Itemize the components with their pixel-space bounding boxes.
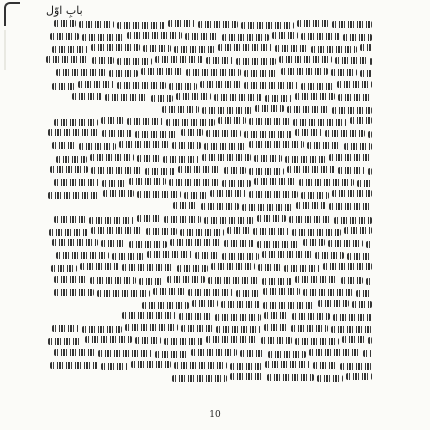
text-line: [42, 42, 372, 54]
ink-stroke: [230, 363, 262, 370]
ink-stroke: [244, 70, 278, 77]
ink-stroke: [200, 81, 241, 88]
ink-stroke: [263, 288, 300, 295]
ink-stroke: [105, 94, 148, 101]
ink-stroke: [258, 264, 281, 271]
ink-stroke: [54, 119, 98, 126]
ink-stroke: [169, 83, 197, 90]
page-number: 10: [209, 410, 221, 420]
ink-stroke: [301, 83, 334, 90]
ink-stroke: [332, 107, 372, 114]
ink-stroke: [54, 20, 76, 27]
ink-stroke: [129, 178, 166, 185]
ink-stroke: [241, 22, 294, 29]
ink-stroke: [80, 263, 119, 270]
ink-stroke: [129, 241, 167, 248]
ink-stroke: [204, 143, 246, 150]
handwritten-urdu-text: [42, 18, 372, 378]
ink-stroke: [167, 276, 205, 283]
ink-stroke: [222, 253, 259, 260]
text-line: [42, 201, 372, 213]
ink-stroke: [262, 251, 312, 258]
text-line: [42, 359, 372, 371]
ink-stroke: [101, 117, 124, 124]
text-line: [42, 91, 372, 103]
ink-stroke: [54, 216, 86, 223]
text-line: [42, 298, 372, 310]
ink-stroke: [117, 82, 166, 89]
ink-stroke: [293, 119, 347, 126]
ink-stroke: [263, 302, 315, 309]
ink-stroke: [227, 227, 250, 234]
text-line: [42, 55, 372, 67]
text-line: [42, 274, 372, 286]
ink-stroke: [249, 118, 290, 125]
ink-stroke: [164, 338, 203, 345]
ink-stroke: [292, 313, 330, 320]
ink-stroke: [341, 277, 363, 284]
ink-stroke: [343, 34, 372, 41]
ink-stroke: [117, 58, 152, 65]
ink-stroke: [240, 350, 265, 357]
ink-stroke: [147, 251, 192, 258]
ink-stroke: [103, 190, 134, 197]
ink-stroke: [342, 336, 365, 343]
ink-stroke: [265, 361, 310, 368]
ink-stroke: [169, 179, 219, 186]
ink-stroke: [287, 166, 335, 173]
ink-stroke: [50, 166, 88, 173]
ink-stroke: [82, 326, 122, 333]
ink-stroke: [318, 300, 349, 307]
ink-stroke: [135, 131, 178, 138]
ink-stroke: [281, 68, 328, 75]
ink-stroke: [346, 373, 372, 380]
ink-stroke: [109, 70, 138, 77]
ink-stroke: [267, 374, 314, 381]
ink-stroke: [253, 228, 289, 235]
ink-stroke: [368, 337, 372, 344]
ink-stroke: [50, 33, 79, 40]
text-line: [42, 335, 372, 347]
ink-stroke: [230, 373, 264, 380]
ink-stroke: [299, 179, 354, 186]
ink-stroke: [127, 118, 163, 125]
ink-stroke: [254, 178, 296, 185]
ink-stroke: [301, 192, 329, 199]
ink-stroke: [168, 20, 195, 27]
ink-stroke: [309, 349, 360, 356]
ink-stroke: [204, 217, 254, 224]
ink-stroke: [52, 142, 76, 149]
ink-stroke: [178, 166, 221, 173]
ink-stroke: [206, 130, 241, 137]
ink-stroke: [244, 131, 292, 138]
ink-stroke: [329, 203, 372, 210]
ink-stroke: [301, 33, 340, 40]
ink-stroke: [337, 81, 372, 88]
ink-stroke: [268, 351, 306, 358]
ink-stroke: [166, 119, 215, 126]
ink-stroke: [307, 142, 341, 149]
ink-stroke: [82, 34, 124, 41]
ink-stroke: [206, 57, 233, 64]
ink-stroke: [201, 203, 239, 210]
ink-stroke: [125, 324, 178, 331]
ink-stroke: [102, 180, 126, 187]
ink-stroke: [46, 56, 89, 63]
ink-stroke: [332, 21, 372, 28]
text-line: [42, 323, 372, 335]
ink-stroke: [131, 361, 171, 368]
ink-stroke: [295, 276, 338, 283]
ink-stroke: [56, 69, 106, 76]
ink-stroke: [265, 95, 292, 102]
ink-stroke: [249, 141, 304, 148]
ink-stroke: [54, 349, 95, 356]
text-line: [42, 213, 372, 225]
ink-stroke: [179, 313, 212, 320]
ink-stroke: [153, 288, 185, 295]
ink-stroke: [356, 290, 372, 297]
ink-stroke: [338, 167, 365, 174]
ink-stroke: [92, 57, 114, 64]
ink-stroke: [91, 44, 140, 51]
margin-shade: [4, 30, 6, 70]
ink-stroke: [311, 46, 357, 53]
ink-stroke: [357, 180, 372, 187]
ink-stroke: [291, 325, 328, 332]
ink-stroke: [49, 229, 88, 236]
ink-stroke: [195, 252, 219, 259]
text-line: [42, 79, 372, 91]
ink-stroke: [78, 81, 114, 88]
ink-stroke: [334, 217, 372, 224]
ink-stroke: [325, 130, 365, 137]
ink-stroke: [255, 105, 284, 112]
corner-ornament: [4, 2, 20, 26]
ink-stroke: [54, 289, 94, 296]
ink-stroke: [54, 276, 87, 283]
ink-stroke: [363, 350, 372, 357]
ink-stroke: [91, 167, 142, 174]
ink-stroke: [48, 338, 82, 345]
ink-stroke: [54, 179, 99, 186]
ink-stroke: [173, 202, 198, 209]
ink-stroke: [317, 375, 343, 382]
ink-stroke: [172, 375, 227, 382]
ink-stroke: [137, 215, 161, 222]
ink-stroke: [97, 290, 150, 297]
ink-stroke: [101, 240, 126, 247]
ink-stroke: [145, 168, 175, 175]
ink-stroke: [202, 154, 251, 161]
ink-stroke: [224, 240, 254, 247]
text-line: [42, 140, 372, 152]
ink-stroke: [141, 68, 183, 75]
ink-stroke: [143, 45, 171, 52]
text-line: [42, 189, 372, 201]
text-line: [42, 286, 372, 298]
ink-stroke: [340, 363, 372, 370]
ink-stroke: [51, 265, 77, 272]
ink-stroke: [338, 94, 372, 101]
text-line: [42, 67, 372, 79]
ink-stroke: [313, 362, 337, 369]
ink-stroke: [188, 289, 233, 296]
ink-stroke: [192, 300, 218, 307]
text-line: [42, 116, 372, 128]
text-line: [42, 18, 372, 30]
ink-stroke: [292, 229, 341, 236]
ink-stroke: [222, 180, 251, 187]
ink-stroke: [146, 228, 177, 235]
ink-stroke: [117, 22, 165, 29]
ink-stroke: [333, 314, 372, 321]
ink-stroke: [122, 312, 176, 319]
ink-stroke: [52, 83, 75, 90]
text-line: [42, 250, 372, 262]
ink-stroke: [90, 154, 134, 161]
text-line: [42, 30, 372, 42]
ink-stroke: [50, 362, 98, 369]
ink-stroke: [296, 202, 326, 209]
ink-stroke: [218, 117, 246, 124]
text-line: [42, 225, 372, 237]
ink-stroke: [206, 336, 258, 343]
ink-stroke: [360, 44, 372, 51]
ink-stroke: [368, 131, 372, 138]
ink-stroke: [272, 32, 298, 39]
ink-stroke: [350, 117, 372, 124]
ink-stroke: [174, 362, 227, 369]
ink-stroke: [218, 44, 272, 51]
ink-stroke: [335, 57, 367, 64]
ink-stroke: [331, 326, 372, 333]
ink-stroke: [257, 241, 300, 248]
text-line: [42, 237, 372, 249]
ink-stroke: [332, 190, 372, 197]
ink-stroke: [279, 56, 332, 63]
ink-stroke: [142, 302, 189, 309]
ink-stroke: [329, 154, 372, 161]
ink-stroke: [303, 289, 353, 296]
ink-stroke: [257, 215, 286, 222]
ink-stroke: [249, 168, 284, 175]
ink-stroke: [295, 93, 335, 100]
ink-stroke: [347, 253, 372, 260]
ink-stroke: [172, 142, 201, 149]
text-line: [42, 371, 372, 383]
text-line: [42, 347, 372, 359]
ink-stroke: [163, 156, 199, 163]
ink-stroke: [211, 263, 255, 270]
ink-stroke: [90, 277, 136, 284]
ink-stroke: [119, 141, 169, 148]
ink-stroke: [137, 191, 181, 198]
ink-stroke: [295, 129, 322, 136]
ink-stroke: [137, 155, 160, 162]
ink-stroke: [85, 336, 132, 343]
ink-stroke: [303, 239, 325, 246]
text-line: [42, 128, 372, 140]
ink-stroke: [139, 278, 164, 285]
text-line: [42, 103, 372, 115]
ink-stroke: [91, 227, 143, 234]
ink-stroke: [262, 278, 292, 285]
ink-stroke: [264, 324, 288, 331]
ink-stroke: [181, 325, 213, 332]
ink-stroke: [210, 190, 246, 197]
text-line: [42, 311, 372, 323]
ink-stroke: [52, 239, 98, 246]
ink-stroke: [89, 217, 134, 224]
ink-stroke: [181, 129, 203, 136]
text-line: [42, 262, 372, 274]
ink-stroke: [56, 252, 109, 259]
ink-stroke: [370, 58, 372, 65]
ink-stroke: [275, 45, 308, 52]
page-heading: بابِ اوّل: [46, 4, 83, 17]
ink-stroke: [366, 241, 372, 248]
ink-stroke: [56, 156, 87, 163]
ink-stroke: [285, 156, 326, 163]
ink-stroke: [295, 338, 339, 345]
ink-stroke: [170, 239, 221, 246]
ink-stroke: [242, 204, 293, 211]
ink-stroke: [98, 350, 152, 357]
ink-stroke: [328, 240, 363, 247]
ink-stroke: [331, 69, 357, 76]
ink-stroke: [180, 229, 224, 236]
ink-stroke: [72, 93, 102, 100]
ink-stroke: [344, 143, 372, 150]
ink-stroke: [48, 192, 100, 199]
ink-stroke: [366, 278, 372, 285]
ink-stroke: [101, 363, 128, 370]
ink-stroke: [208, 277, 259, 284]
ink-stroke: [102, 130, 132, 137]
ink-stroke: [52, 325, 79, 332]
ink-stroke: [221, 301, 260, 308]
ink-stroke: [244, 82, 298, 89]
ink-stroke: [186, 69, 241, 76]
ink-stroke: [151, 95, 173, 102]
ink-stroke: [52, 46, 88, 53]
ink-stroke: [344, 227, 372, 234]
ink-stroke: [174, 46, 215, 53]
ink-stroke: [198, 21, 238, 28]
ink-stroke: [224, 167, 246, 174]
ink-stroke: [215, 314, 261, 321]
ink-stroke: [264, 312, 289, 319]
text-line: [42, 176, 372, 188]
ink-stroke: [297, 20, 329, 27]
ink-stroke: [177, 265, 208, 272]
ink-stroke: [79, 21, 114, 28]
ink-stroke: [360, 70, 372, 77]
ink-stroke: [352, 301, 372, 308]
ink-stroke: [216, 326, 261, 333]
ink-stroke: [289, 216, 331, 223]
ink-stroke: [214, 94, 262, 101]
ink-stroke: [287, 106, 329, 113]
ink-stroke: [135, 337, 161, 344]
ink-stroke: [191, 349, 237, 356]
ink-stroke: [222, 34, 269, 41]
ink-stroke: [48, 129, 99, 136]
ink-stroke: [254, 155, 282, 162]
ink-stroke: [236, 58, 276, 65]
ink-stroke: [155, 56, 203, 63]
ink-stroke: [284, 265, 320, 272]
ink-stroke: [127, 32, 182, 39]
ink-stroke: [185, 33, 219, 40]
ink-stroke: [249, 191, 298, 198]
ink-stroke: [184, 192, 207, 199]
text-line: [42, 152, 372, 164]
ink-stroke: [79, 143, 116, 150]
ink-stroke: [315, 252, 344, 259]
ink-stroke: [164, 216, 201, 223]
ink-stroke: [323, 263, 372, 270]
ink-stroke: [236, 290, 260, 297]
ink-stroke: [122, 264, 174, 271]
ink-stroke: [112, 253, 144, 260]
ink-stroke: [162, 106, 199, 113]
ink-stroke: [368, 168, 372, 175]
text-line: [42, 164, 372, 176]
ink-stroke: [261, 337, 292, 344]
ink-stroke: [202, 107, 252, 114]
ink-stroke: [176, 93, 211, 100]
ink-stroke: [155, 351, 188, 358]
